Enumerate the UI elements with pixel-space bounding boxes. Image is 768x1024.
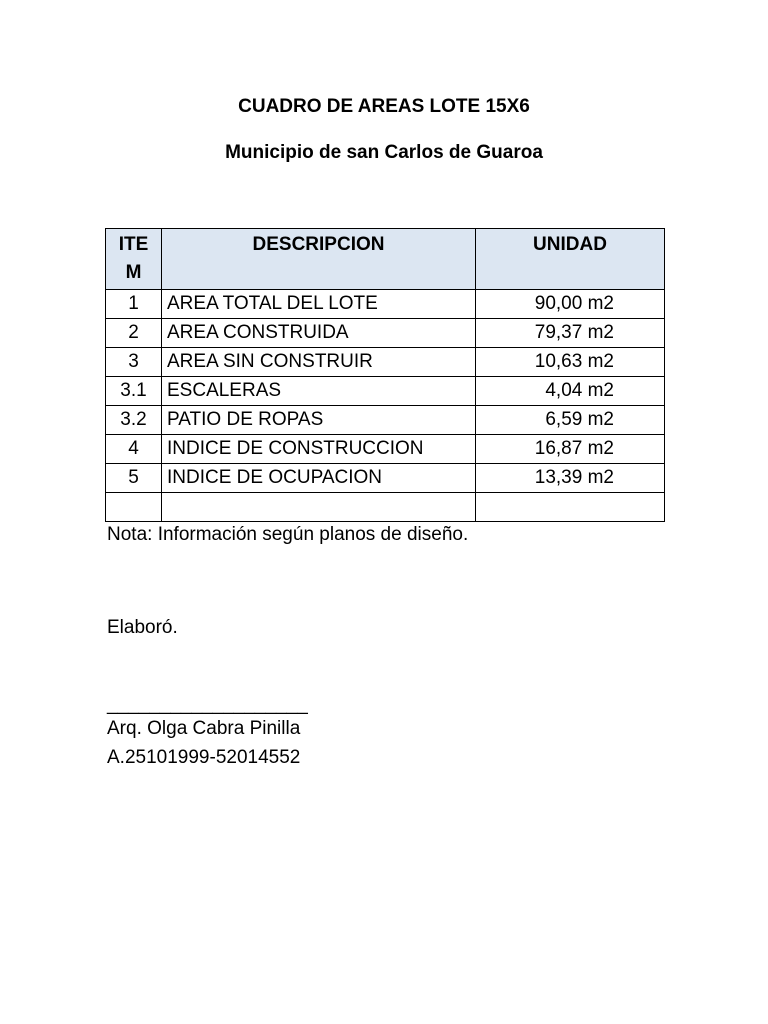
table-row-empty (106, 493, 665, 522)
row-unit: 16,87 m2 (476, 435, 665, 464)
row-item: 3.2 (106, 406, 162, 435)
empty-cell (162, 493, 476, 522)
note-text: Nota: Información según planos de diseño. (107, 524, 469, 545)
row-description: AREA SIN CONSTRUIR (162, 348, 476, 377)
row-description: AREA CONSTRUIDA (162, 319, 476, 348)
areas-table (105, 228, 665, 522)
signer-name: Arq. Olga Cabra Pinilla (107, 718, 301, 739)
row-unit: 4,04 m2 (476, 377, 665, 406)
header-unit: UNIDAD (476, 229, 665, 290)
header-description: DESCRIPCION (162, 229, 476, 290)
table-row (106, 435, 665, 464)
row-item: 5 (106, 464, 162, 493)
header-item: ITEM (106, 229, 162, 290)
row-unit: 13,39 m2 (476, 464, 665, 493)
row-item: 2 (106, 319, 162, 348)
table-row (106, 290, 665, 319)
row-description: INDICE DE CONSTRUCCION (162, 435, 476, 464)
empty-cell (476, 493, 665, 522)
row-description: INDICE DE OCUPACION (162, 464, 476, 493)
table-row (106, 377, 665, 406)
row-unit: 90,00 m2 (476, 290, 665, 319)
row-description: ESCALERAS (162, 377, 476, 406)
row-unit: 6,59 m2 (476, 406, 665, 435)
row-item: 3 (106, 348, 162, 377)
row-item: 4 (106, 435, 162, 464)
row-description: AREA TOTAL DEL LOTE (162, 290, 476, 319)
table-row (106, 464, 665, 493)
signature-line: ___________________ (107, 694, 308, 715)
row-item: 3.1 (106, 377, 162, 406)
document-subtitle: Municipio de san Carlos de Guaroa (225, 142, 543, 163)
prepared-by-label: Elaboró. (107, 617, 178, 638)
row-description: PATIO DE ROPAS (162, 406, 476, 435)
row-item: 1 (106, 290, 162, 319)
table-row (106, 348, 665, 377)
table-header-row (106, 229, 665, 290)
row-unit: 10,63 m2 (476, 348, 665, 377)
table-row (106, 319, 665, 348)
row-unit: 79,37 m2 (476, 319, 665, 348)
signer-id: A.25101999-52014552 (107, 747, 301, 768)
table-row (106, 406, 665, 435)
document-title: CUADRO DE AREAS LOTE 15X6 (238, 96, 530, 117)
empty-cell (106, 493, 162, 522)
